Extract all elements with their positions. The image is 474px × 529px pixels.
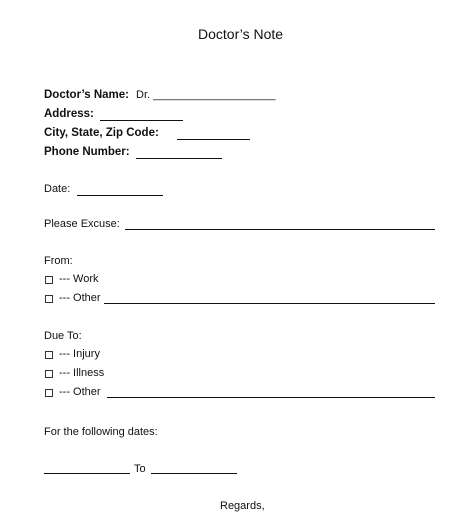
address-label: Address: — [44, 108, 94, 120]
due-injury-checkbox[interactable] — [45, 351, 53, 359]
date-label: Date: — [44, 183, 71, 195]
due-to-heading: Due To: — [44, 330, 82, 342]
city-state-zip-label: City, State, Zip Code: — [44, 127, 159, 139]
date-field[interactable] — [77, 195, 163, 196]
due-other-label: --- Other — [59, 386, 101, 398]
from-heading: From: — [44, 255, 73, 267]
due-other-checkbox[interactable] — [45, 389, 53, 397]
page-title: Doctor’s Note — [198, 26, 284, 42]
to-label: To — [134, 463, 146, 475]
from-other-label: --- Other — [59, 292, 101, 304]
doctor-name-field[interactable]: Dr. ____________________ — [136, 89, 276, 101]
from-work-label: --- Work — [59, 273, 99, 285]
due-injury-label: --- Injury — [59, 348, 100, 360]
address-field[interactable] — [100, 120, 183, 121]
from-other-field[interactable] — [104, 303, 435, 304]
due-illness-checkbox[interactable] — [45, 370, 53, 378]
following-dates-label: For the following dates: — [44, 426, 158, 438]
excuse-field[interactable] — [125, 229, 435, 230]
phone-number-label: Phone Number: — [44, 146, 130, 158]
date-from-field[interactable] — [44, 473, 130, 474]
phone-number-field[interactable] — [136, 158, 222, 159]
due-other-field[interactable] — [107, 397, 435, 398]
closing-regards: Regards, — [220, 500, 265, 512]
doctor-name-label: Doctor’s Name: — [44, 89, 129, 101]
from-work-checkbox[interactable] — [45, 276, 53, 284]
date-to-field[interactable] — [151, 473, 237, 474]
city-state-zip-field[interactable] — [177, 139, 250, 140]
from-other-checkbox[interactable] — [45, 295, 53, 303]
excuse-label: Please Excuse: — [44, 218, 120, 230]
due-illness-label: --- Illness — [59, 367, 105, 379]
